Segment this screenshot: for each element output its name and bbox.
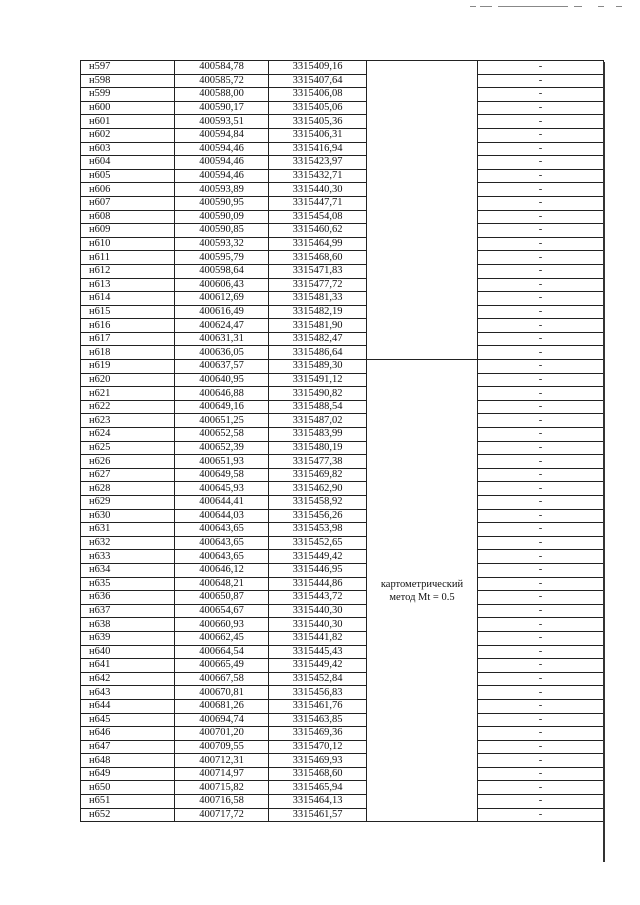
x-coordinate-cell: 400584,78 bbox=[175, 61, 269, 75]
error-value-cell: - bbox=[478, 264, 604, 278]
y-coordinate-cell: 3315462,90 bbox=[269, 482, 367, 496]
y-coordinate-cell: 3315423,97 bbox=[269, 156, 367, 170]
point-id-cell: н600 bbox=[81, 101, 175, 115]
table-row bbox=[81, 346, 604, 360]
x-coordinate-cell: 400660,93 bbox=[175, 618, 269, 632]
y-coordinate-cell: 3315456,83 bbox=[269, 686, 367, 700]
y-coordinate-cell: 3315458,92 bbox=[269, 496, 367, 510]
error-value-cell: - bbox=[478, 278, 604, 292]
y-coordinate-cell: 3315488,54 bbox=[269, 400, 367, 414]
x-coordinate-cell: 400598,64 bbox=[175, 264, 269, 278]
y-coordinate-cell: 3315469,82 bbox=[269, 468, 367, 482]
x-coordinate-cell: 400593,89 bbox=[175, 183, 269, 197]
x-coordinate-cell: 400716,58 bbox=[175, 795, 269, 809]
error-value-cell: - bbox=[478, 61, 604, 75]
error-value-cell: - bbox=[478, 631, 604, 645]
error-value-cell: - bbox=[478, 659, 604, 673]
error-value-cell: - bbox=[478, 795, 604, 809]
y-coordinate-cell: 3315443,72 bbox=[269, 591, 367, 605]
y-coordinate-cell: 3315491,12 bbox=[269, 373, 367, 387]
point-id-cell: н613 bbox=[81, 278, 175, 292]
table-row bbox=[81, 645, 604, 659]
error-value-cell: - bbox=[478, 645, 604, 659]
point-id-cell: н651 bbox=[81, 795, 175, 809]
y-coordinate-cell: 3315454,08 bbox=[269, 210, 367, 224]
point-id-cell: н650 bbox=[81, 781, 175, 795]
x-coordinate-cell: 400651,25 bbox=[175, 414, 269, 428]
x-coordinate-cell: 400593,32 bbox=[175, 237, 269, 251]
table-row bbox=[81, 128, 604, 142]
x-coordinate-cell: 400590,17 bbox=[175, 101, 269, 115]
point-id-cell: н643 bbox=[81, 686, 175, 700]
y-coordinate-cell: 3315464,13 bbox=[269, 795, 367, 809]
x-coordinate-cell: 400665,49 bbox=[175, 659, 269, 673]
y-coordinate-cell: 3315409,16 bbox=[269, 61, 367, 75]
point-id-cell: н629 bbox=[81, 496, 175, 510]
table-row bbox=[81, 278, 604, 292]
x-coordinate-cell: 400588,00 bbox=[175, 88, 269, 102]
table-row bbox=[81, 183, 604, 197]
x-coordinate-cell: 400593,51 bbox=[175, 115, 269, 129]
table-row bbox=[81, 509, 604, 523]
coordinates-table bbox=[80, 60, 604, 822]
y-coordinate-cell: 3315416,94 bbox=[269, 142, 367, 156]
point-id-cell: н641 bbox=[81, 659, 175, 673]
error-value-cell: - bbox=[478, 346, 604, 360]
point-id-cell: н620 bbox=[81, 373, 175, 387]
error-value-cell: - bbox=[478, 509, 604, 523]
y-coordinate-cell: 3315468,60 bbox=[269, 251, 367, 265]
point-id-cell: н614 bbox=[81, 292, 175, 306]
error-value-cell: - bbox=[478, 373, 604, 387]
error-value-cell: - bbox=[478, 400, 604, 414]
point-id-cell: н605 bbox=[81, 169, 175, 183]
point-id-cell: н631 bbox=[81, 523, 175, 537]
point-id-cell: н644 bbox=[81, 699, 175, 713]
y-coordinate-cell: 3315445,43 bbox=[269, 645, 367, 659]
error-value-cell: - bbox=[478, 128, 604, 142]
table-row bbox=[81, 387, 604, 401]
point-id-cell: н601 bbox=[81, 115, 175, 129]
x-coordinate-cell: 400594,46 bbox=[175, 142, 269, 156]
error-value-cell: - bbox=[478, 536, 604, 550]
point-id-cell: н628 bbox=[81, 482, 175, 496]
point-id-cell: н624 bbox=[81, 428, 175, 442]
table-row bbox=[81, 808, 604, 822]
y-coordinate-cell: 3315486,64 bbox=[269, 346, 367, 360]
point-id-cell: н630 bbox=[81, 509, 175, 523]
x-coordinate-cell: 400649,58 bbox=[175, 468, 269, 482]
error-value-cell: - bbox=[478, 101, 604, 115]
table-row bbox=[81, 496, 604, 510]
table-row bbox=[81, 672, 604, 686]
y-coordinate-cell: 3315440,30 bbox=[269, 604, 367, 618]
error-value-cell: - bbox=[478, 319, 604, 333]
y-coordinate-cell: 3315406,31 bbox=[269, 128, 367, 142]
y-coordinate-cell: 3315482,19 bbox=[269, 305, 367, 319]
x-coordinate-cell: 400631,31 bbox=[175, 332, 269, 346]
x-coordinate-cell: 400652,39 bbox=[175, 441, 269, 455]
table-row bbox=[81, 740, 604, 754]
x-coordinate-cell: 400643,65 bbox=[175, 536, 269, 550]
x-coordinate-cell: 400652,58 bbox=[175, 428, 269, 442]
method-cell: картометрический метод Mt = 0.5 bbox=[367, 360, 478, 822]
error-value-cell: - bbox=[478, 740, 604, 754]
point-id-cell: н623 bbox=[81, 414, 175, 428]
y-coordinate-cell: 3315477,72 bbox=[269, 278, 367, 292]
error-value-cell: - bbox=[478, 88, 604, 102]
table-row bbox=[81, 577, 604, 591]
table-row bbox=[81, 781, 604, 795]
table-row bbox=[81, 550, 604, 564]
scan-marks bbox=[470, 6, 630, 10]
point-id-cell: н652 bbox=[81, 808, 175, 822]
y-coordinate-cell: 3315432,71 bbox=[269, 169, 367, 183]
table-row bbox=[81, 686, 604, 700]
error-value-cell: - bbox=[478, 699, 604, 713]
error-value-cell: - bbox=[478, 237, 604, 251]
table-row bbox=[81, 428, 604, 442]
y-coordinate-cell: 3315481,33 bbox=[269, 292, 367, 306]
error-value-cell: - bbox=[478, 808, 604, 822]
y-coordinate-cell: 3315440,30 bbox=[269, 618, 367, 632]
y-coordinate-cell: 3315465,94 bbox=[269, 781, 367, 795]
table-row bbox=[81, 373, 604, 387]
x-coordinate-cell: 400709,55 bbox=[175, 740, 269, 754]
point-id-cell: н608 bbox=[81, 210, 175, 224]
y-coordinate-cell: 3315470,12 bbox=[269, 740, 367, 754]
point-id-cell: н606 bbox=[81, 183, 175, 197]
x-coordinate-cell: 400654,67 bbox=[175, 604, 269, 618]
error-value-cell: - bbox=[478, 686, 604, 700]
x-coordinate-cell: 400590,09 bbox=[175, 210, 269, 224]
error-value-cell: - bbox=[478, 196, 604, 210]
point-id-cell: н597 bbox=[81, 61, 175, 75]
table-row bbox=[81, 264, 604, 278]
table-row bbox=[81, 659, 604, 673]
error-value-cell: - bbox=[478, 781, 604, 795]
table-row bbox=[81, 414, 604, 428]
point-id-cell: н609 bbox=[81, 224, 175, 238]
table-row bbox=[81, 591, 604, 605]
point-id-cell: н617 bbox=[81, 332, 175, 346]
x-coordinate-cell: 400646,88 bbox=[175, 387, 269, 401]
table-row bbox=[81, 74, 604, 88]
y-coordinate-cell: 3315468,60 bbox=[269, 767, 367, 781]
table-row bbox=[81, 156, 604, 170]
x-coordinate-cell: 400664,54 bbox=[175, 645, 269, 659]
point-id-cell: н610 bbox=[81, 237, 175, 251]
table-row bbox=[81, 699, 604, 713]
point-id-cell: н633 bbox=[81, 550, 175, 564]
y-coordinate-cell: 3315452,65 bbox=[269, 536, 367, 550]
x-coordinate-cell: 400715,82 bbox=[175, 781, 269, 795]
x-coordinate-cell: 400595,79 bbox=[175, 251, 269, 265]
x-coordinate-cell: 400667,58 bbox=[175, 672, 269, 686]
x-coordinate-cell: 400594,46 bbox=[175, 169, 269, 183]
table-row bbox=[81, 795, 604, 809]
x-coordinate-cell: 400612,69 bbox=[175, 292, 269, 306]
y-coordinate-cell: 3315447,71 bbox=[269, 196, 367, 210]
error-value-cell: - bbox=[478, 305, 604, 319]
table-row bbox=[81, 441, 604, 455]
x-coordinate-cell: 400670,81 bbox=[175, 686, 269, 700]
table-row bbox=[81, 169, 604, 183]
point-id-cell: н611 bbox=[81, 251, 175, 265]
table-row bbox=[81, 767, 604, 781]
error-value-cell: - bbox=[478, 428, 604, 442]
error-value-cell: - bbox=[478, 591, 604, 605]
y-coordinate-cell: 3315453,98 bbox=[269, 523, 367, 537]
error-value-cell: - bbox=[478, 169, 604, 183]
point-id-cell: н632 bbox=[81, 536, 175, 550]
x-coordinate-cell: 400650,87 bbox=[175, 591, 269, 605]
table-row bbox=[81, 237, 604, 251]
table-row bbox=[81, 305, 604, 319]
y-coordinate-cell: 3315487,02 bbox=[269, 414, 367, 428]
y-coordinate-cell: 3315489,30 bbox=[269, 360, 367, 374]
error-value-cell: - bbox=[478, 550, 604, 564]
point-id-cell: н638 bbox=[81, 618, 175, 632]
y-coordinate-cell: 3315477,38 bbox=[269, 455, 367, 469]
y-coordinate-cell: 3315483,99 bbox=[269, 428, 367, 442]
point-id-cell: н615 bbox=[81, 305, 175, 319]
table-row bbox=[81, 536, 604, 550]
x-coordinate-cell: 400645,93 bbox=[175, 482, 269, 496]
point-id-cell: н636 bbox=[81, 591, 175, 605]
table-outer-border bbox=[603, 62, 605, 862]
table-row bbox=[81, 360, 604, 374]
x-coordinate-cell: 400590,85 bbox=[175, 224, 269, 238]
table-row bbox=[81, 754, 604, 768]
y-coordinate-cell: 3315480,19 bbox=[269, 441, 367, 455]
point-id-cell: н607 bbox=[81, 196, 175, 210]
error-value-cell: - bbox=[478, 754, 604, 768]
x-coordinate-cell: 400648,21 bbox=[175, 577, 269, 591]
error-value-cell: - bbox=[478, 455, 604, 469]
y-coordinate-cell: 3315469,36 bbox=[269, 727, 367, 741]
x-coordinate-cell: 400640,95 bbox=[175, 373, 269, 387]
y-coordinate-cell: 3315452,84 bbox=[269, 672, 367, 686]
point-id-cell: н642 bbox=[81, 672, 175, 686]
error-value-cell: - bbox=[478, 496, 604, 510]
table-row bbox=[81, 196, 604, 210]
table-row bbox=[81, 604, 604, 618]
table-row bbox=[81, 224, 604, 238]
error-value-cell: - bbox=[478, 360, 604, 374]
y-coordinate-cell: 3315482,47 bbox=[269, 332, 367, 346]
table-row bbox=[81, 61, 604, 75]
x-coordinate-cell: 400594,46 bbox=[175, 156, 269, 170]
y-coordinate-cell: 3315456,26 bbox=[269, 509, 367, 523]
x-coordinate-cell: 400717,72 bbox=[175, 808, 269, 822]
method-cell-blank bbox=[367, 61, 478, 360]
x-coordinate-cell: 400624,47 bbox=[175, 319, 269, 333]
error-value-cell: - bbox=[478, 672, 604, 686]
error-value-cell: - bbox=[478, 142, 604, 156]
table-row bbox=[81, 101, 604, 115]
point-id-cell: н602 bbox=[81, 128, 175, 142]
x-coordinate-cell: 400637,57 bbox=[175, 360, 269, 374]
point-id-cell: н603 bbox=[81, 142, 175, 156]
y-coordinate-cell: 3315464,99 bbox=[269, 237, 367, 251]
table-row bbox=[81, 319, 604, 333]
point-id-cell: н637 bbox=[81, 604, 175, 618]
x-coordinate-cell: 400616,49 bbox=[175, 305, 269, 319]
point-id-cell: н599 bbox=[81, 88, 175, 102]
point-id-cell: н626 bbox=[81, 455, 175, 469]
point-id-cell: н627 bbox=[81, 468, 175, 482]
error-value-cell: - bbox=[478, 387, 604, 401]
x-coordinate-cell: 400694,74 bbox=[175, 713, 269, 727]
error-value-cell: - bbox=[478, 210, 604, 224]
x-coordinate-cell: 400662,45 bbox=[175, 631, 269, 645]
y-coordinate-cell: 3315444,86 bbox=[269, 577, 367, 591]
table-row bbox=[81, 713, 604, 727]
x-coordinate-cell: 400636,05 bbox=[175, 346, 269, 360]
table-row bbox=[81, 115, 604, 129]
error-value-cell: - bbox=[478, 727, 604, 741]
point-id-cell: н618 bbox=[81, 346, 175, 360]
point-id-cell: н621 bbox=[81, 387, 175, 401]
point-id-cell: н647 bbox=[81, 740, 175, 754]
point-id-cell: н598 bbox=[81, 74, 175, 88]
point-id-cell: н648 bbox=[81, 754, 175, 768]
point-id-cell: н646 bbox=[81, 727, 175, 741]
y-coordinate-cell: 3315405,06 bbox=[269, 101, 367, 115]
y-coordinate-cell: 3315469,93 bbox=[269, 754, 367, 768]
error-value-cell: - bbox=[478, 292, 604, 306]
error-value-cell: - bbox=[478, 618, 604, 632]
point-id-cell: н645 bbox=[81, 713, 175, 727]
error-value-cell: - bbox=[478, 563, 604, 577]
table-row bbox=[81, 142, 604, 156]
x-coordinate-cell: 400643,65 bbox=[175, 550, 269, 564]
y-coordinate-cell: 3315449,42 bbox=[269, 550, 367, 564]
point-id-cell: н616 bbox=[81, 319, 175, 333]
x-coordinate-cell: 400643,65 bbox=[175, 523, 269, 537]
error-value-cell: - bbox=[478, 251, 604, 265]
point-id-cell: н625 bbox=[81, 441, 175, 455]
point-id-cell: н634 bbox=[81, 563, 175, 577]
point-id-cell: н619 bbox=[81, 360, 175, 374]
y-coordinate-cell: 3315441,82 bbox=[269, 631, 367, 645]
y-coordinate-cell: 3315490,82 bbox=[269, 387, 367, 401]
point-id-cell: н649 bbox=[81, 767, 175, 781]
table-row bbox=[81, 88, 604, 102]
y-coordinate-cell: 3315407,64 bbox=[269, 74, 367, 88]
y-coordinate-cell: 3315449,42 bbox=[269, 659, 367, 673]
table-row bbox=[81, 292, 604, 306]
error-value-cell: - bbox=[478, 468, 604, 482]
coordinates-table-body bbox=[81, 61, 604, 822]
y-coordinate-cell: 3315461,57 bbox=[269, 808, 367, 822]
point-id-cell: н612 bbox=[81, 264, 175, 278]
error-value-cell: - bbox=[478, 523, 604, 537]
x-coordinate-cell: 400714,97 bbox=[175, 767, 269, 781]
y-coordinate-cell: 3315406,08 bbox=[269, 88, 367, 102]
error-value-cell: - bbox=[478, 224, 604, 238]
table-row bbox=[81, 631, 604, 645]
x-coordinate-cell: 400590,95 bbox=[175, 196, 269, 210]
y-coordinate-cell: 3315461,76 bbox=[269, 699, 367, 713]
error-value-cell: - bbox=[478, 115, 604, 129]
point-id-cell: н635 bbox=[81, 577, 175, 591]
table-row bbox=[81, 482, 604, 496]
error-value-cell: - bbox=[478, 332, 604, 346]
table-row bbox=[81, 210, 604, 224]
error-value-cell: - bbox=[478, 604, 604, 618]
error-value-cell: - bbox=[478, 156, 604, 170]
y-coordinate-cell: 3315460,62 bbox=[269, 224, 367, 238]
x-coordinate-cell: 400712,31 bbox=[175, 754, 269, 768]
y-coordinate-cell: 3315463,85 bbox=[269, 713, 367, 727]
table-row bbox=[81, 332, 604, 346]
error-value-cell: - bbox=[478, 482, 604, 496]
x-coordinate-cell: 400585,72 bbox=[175, 74, 269, 88]
table-row bbox=[81, 400, 604, 414]
point-id-cell: н604 bbox=[81, 156, 175, 170]
error-value-cell: - bbox=[478, 183, 604, 197]
table-row bbox=[81, 468, 604, 482]
table-row bbox=[81, 523, 604, 537]
y-coordinate-cell: 3315481,90 bbox=[269, 319, 367, 333]
table-row bbox=[81, 618, 604, 632]
x-coordinate-cell: 400644,41 bbox=[175, 496, 269, 510]
x-coordinate-cell: 400594,84 bbox=[175, 128, 269, 142]
x-coordinate-cell: 400649,16 bbox=[175, 400, 269, 414]
error-value-cell: - bbox=[478, 441, 604, 455]
error-value-cell: - bbox=[478, 74, 604, 88]
point-id-cell: н622 bbox=[81, 400, 175, 414]
table-row bbox=[81, 455, 604, 469]
y-coordinate-cell: 3315471,83 bbox=[269, 264, 367, 278]
x-coordinate-cell: 400644,03 bbox=[175, 509, 269, 523]
x-coordinate-cell: 400681,26 bbox=[175, 699, 269, 713]
x-coordinate-cell: 400701,20 bbox=[175, 727, 269, 741]
table-row bbox=[81, 727, 604, 741]
error-value-cell: - bbox=[478, 713, 604, 727]
point-id-cell: н639 bbox=[81, 631, 175, 645]
table-row bbox=[81, 251, 604, 265]
x-coordinate-cell: 400606,43 bbox=[175, 278, 269, 292]
error-value-cell: - bbox=[478, 767, 604, 781]
error-value-cell: - bbox=[478, 414, 604, 428]
point-id-cell: н640 bbox=[81, 645, 175, 659]
y-coordinate-cell: 3315440,30 bbox=[269, 183, 367, 197]
x-coordinate-cell: 400651,93 bbox=[175, 455, 269, 469]
table-row bbox=[81, 563, 604, 577]
x-coordinate-cell: 400646,12 bbox=[175, 563, 269, 577]
error-value-cell: - bbox=[478, 577, 604, 591]
y-coordinate-cell: 3315405,36 bbox=[269, 115, 367, 129]
y-coordinate-cell: 3315446,95 bbox=[269, 563, 367, 577]
